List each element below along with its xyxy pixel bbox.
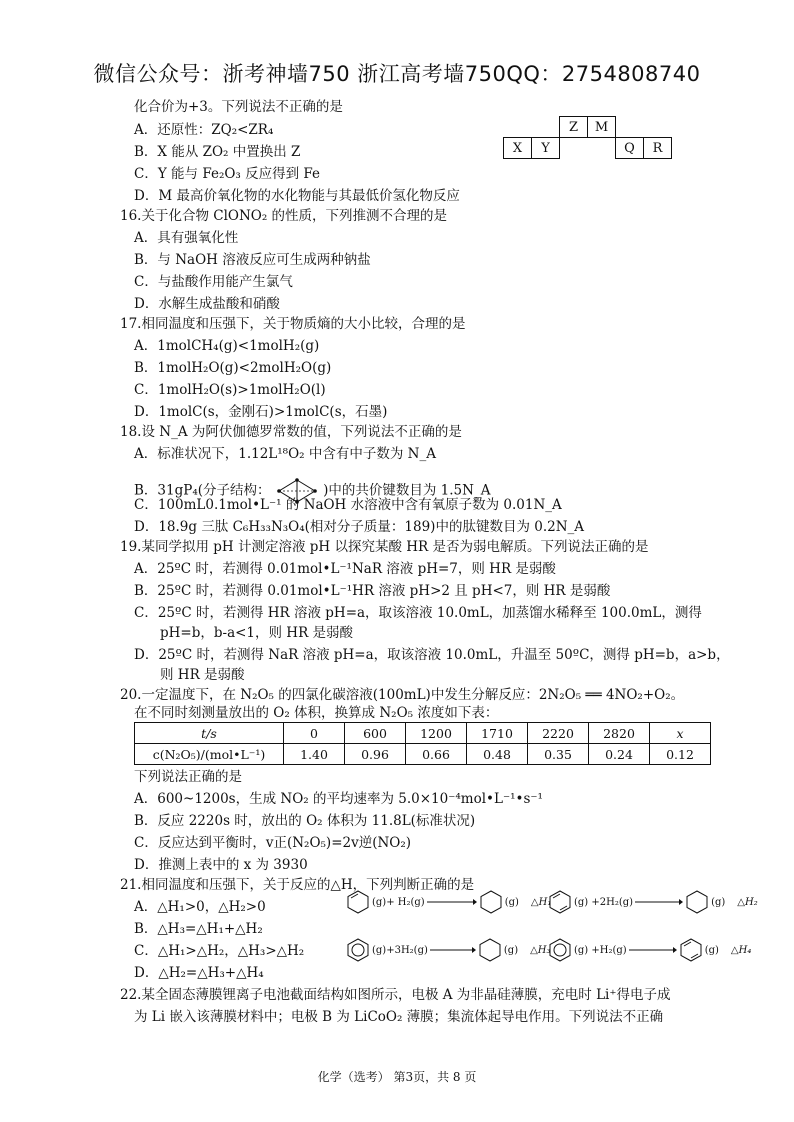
cell-z: Z: [560, 117, 588, 138]
arrow-icon: [430, 946, 476, 954]
q15-option-c: C．Y 能与 Fe₂O₃ 反应得到 Fe: [134, 166, 321, 182]
cyclohexadiene-icon: [548, 890, 572, 914]
periodic-table-fragment: [503, 116, 672, 159]
reaction-3-reactants: (g)+3H₂(g): [372, 944, 428, 956]
table-cell: 1200: [406, 723, 467, 744]
table-cell: 0.12: [650, 744, 711, 765]
q19-option-d-line1: D．25ºC 时，若测得 NaR 溶液 pH=a，取该溶液 10.0mL，升温至 50ºC，测得 pH=b，a>b，: [134, 647, 730, 663]
reaction-1-reactants: (g)+ H₂(g): [372, 896, 425, 908]
table-cell: 0.48: [467, 744, 528, 765]
cell-empty-2: [588, 138, 616, 159]
q18-option-c: C．100mL0.1mol•L⁻¹ 的 NaOH 水溶液中含有氧原子数为 0.01N_A: [134, 497, 562, 513]
q19-option-a: A．25ºC 时，若测得 0.01mol•L⁻¹NaR 溶液 pH=7，则 HR 是弱酸: [134, 561, 556, 577]
q20-option-a: A．600~1200s，生成 NO₂ 的平均速率为 5.0×10⁻⁴mol•L⁻¹•s⁻¹: [134, 791, 543, 807]
delta-h3-label: △H₃: [530, 944, 551, 956]
q20-stem-line1: 20.一定温度下，在 N₂O₅ 的四氯化碳溶液(100mL)中发生分解反应：2N₂O₅ ══ 4NO₂+O₂。: [120, 687, 685, 703]
cell-r: R: [644, 138, 672, 159]
q18-option-b-pre: B．31gP₄(分子结构：: [134, 482, 271, 499]
reaction-3-product-state: (g): [503, 944, 519, 956]
q16-option-a: A．具有强氧化性: [134, 230, 239, 246]
page-footer: 化学（选考） 第3页，共 8 页: [317, 1070, 477, 1084]
cyclohexane-icon: [685, 890, 709, 914]
q19-stem: 19.某同学拟用 pH 计测定溶液 pH 以探究某酸 HR 是否为弱电解质。下列说法正确的是: [120, 539, 649, 555]
reaction-2: [548, 890, 758, 914]
q21-option-b: B．△H₃=△H₁+△H₂: [134, 921, 263, 937]
q20-stem-line2: 在不同时刻测量放出的 O₂ 体积，换算成 N₂O₅ 浓度如下表：: [134, 705, 499, 721]
q16-option-d: D．水解生成盐酸和硝酸: [134, 296, 280, 312]
cyclohexadiene-icon: [679, 938, 703, 962]
benzene-icon: [548, 938, 572, 962]
q16-option-b: B．与 NaOH 溶液反应可生成两种钠盐: [134, 252, 371, 268]
reaction-4-product-state: (g): [704, 944, 719, 956]
cell-q: Q: [616, 138, 644, 159]
table-row: [135, 744, 711, 765]
q21-stem: 21.相同温度和压强下，关于反应的△H，下列判断正确的是: [120, 877, 475, 893]
table-cell: 1710: [467, 723, 528, 744]
arrow-icon: [629, 946, 677, 954]
table-cell: 2820: [589, 723, 650, 744]
table-cell: 0.24: [589, 744, 650, 765]
cell-y: Y: [532, 138, 560, 159]
q18-option-b-post: )中的共价键数目为 1.5N_A: [323, 482, 491, 499]
q18-stem: 18.设 N_A 为阿伏伽德罗常数的值，下列说法不正确的是: [120, 424, 462, 440]
delta-h4-label: △H₄: [730, 944, 752, 956]
reaction-3: [346, 938, 551, 962]
benzene-icon: [346, 938, 370, 962]
q19-option-c-line1: C．25ºC 时，若测得 HR 溶液 pH=a，取该溶液 10.0mL，加蒸馏水稀释至 100.0mL，测得: [134, 605, 702, 621]
q21-option-a: A．△H₁>0，△H₂>0: [134, 899, 266, 915]
page-header: 微信公众号：浙考神墙750 浙江高考墙750QQ：2754808740: [93, 62, 701, 86]
q19-option-b: B．25ºC 时，若测得 0.01mol•L⁻¹HR 溶液 pH>2 且 pH<7，则 HR 是弱酸: [134, 583, 611, 599]
q15-option-d: D．M 最高价氧化物的水化物能与其最低价氢化物反应: [134, 188, 460, 204]
q17-option-b: B．1molH₂O(g)<2molH₂O(g): [134, 360, 332, 376]
table-cell: 0.96: [345, 744, 406, 765]
reaction-2-reactants: (g) +2H₂(g): [574, 896, 634, 908]
q15-stem-tail: 化合价为+3。下列说法不正确的是: [134, 99, 343, 115]
concentration-table: [134, 722, 711, 765]
cyclohexene-icon: [346, 890, 370, 914]
q16-stem: 16.关于化合物 ClONO₂ 的性质，下列推测不合理的是: [120, 208, 448, 224]
table-header-time: t/s: [135, 723, 284, 744]
table-cell: 0.35: [528, 744, 589, 765]
q17-option-d: D．1molC(s，金刚石)>1molC(s，石墨): [134, 404, 388, 420]
q15-option-a: A．还原性：ZQ₂<ZR₄: [134, 122, 274, 138]
q22-stem-line2: 为 Li 嵌入该薄膜材料中；电极 B 为 LiCoO₂ 薄膜；集流体起导电作用。下列说法不正确: [134, 1009, 664, 1025]
table-cell: 2220: [528, 723, 589, 744]
delta-h2-label: △H₂: [737, 896, 758, 908]
reaction-4-reactants: (g) +H₂(g): [574, 944, 627, 956]
q19-option-d-line2: 则 HR 是弱酸: [160, 667, 245, 683]
cell-m: M: [588, 117, 616, 138]
table-cell: 1.40: [284, 744, 345, 765]
reaction-1: [346, 890, 551, 914]
cell-empty-1: [560, 138, 588, 159]
arrow-icon: [427, 898, 477, 906]
table-cell: x: [650, 723, 711, 744]
table-cell: 0.66: [406, 744, 467, 765]
q20-prompt: 下列说法正确的是: [134, 769, 242, 785]
table-cell: 0: [284, 723, 345, 744]
reaction-4: [548, 938, 751, 962]
q20-option-b: B．反应 2220s 时，放出的 O₂ 体积为 11.8L(标准状况): [134, 813, 476, 829]
q21-option-c: C．△H₁>△H₂，△H₃>△H₂: [134, 943, 305, 959]
cyclohexane-icon: [478, 938, 502, 962]
delta-h1-label: △H₁: [530, 896, 552, 908]
q20-option-c: C．反应达到平衡时，v正(N₂O₅)=2v逆(NO₂): [134, 835, 412, 851]
cyclohexane-icon: [479, 890, 503, 914]
arrow-icon: [635, 898, 683, 906]
table-header-concentration: c(N₂O₅)/(mol•L⁻¹): [135, 744, 284, 765]
cell-x: X: [504, 138, 532, 159]
q16-option-c: C．与盐酸作用能产生氯气: [134, 274, 293, 290]
q17-option-c: C．1molH₂O(s)>1molH₂O(l): [134, 382, 326, 398]
reaction-2-product-state: (g): [711, 896, 726, 908]
q18-option-a: A．标准状况下，1.12L¹⁸O₂ 中含有中子数为 N_A: [134, 446, 436, 462]
table-row: [135, 723, 711, 744]
q17-option-a: A．1molCH₄(g)<1molH₂(g): [134, 338, 320, 354]
q18-option-d: D．18.9g 三肽 C₆H₃₃N₃O₄(相对分子质量：189)中的肽键数目为 0.2N_A: [134, 519, 585, 535]
q15-option-b: B．X 能从 ZO₂ 中置换出 Z: [134, 144, 301, 160]
q19-option-c-line2: pH=b，b-a<1，则 HR 是弱酸: [160, 625, 354, 641]
q22-stem-line1: 22.某全固态薄膜锂离子电池截面结构如图所示，电极 A 为非晶硅薄膜，充电时 Li⁺得电子成: [120, 987, 671, 1003]
reaction-1-product-state: (g): [504, 896, 519, 908]
q21-option-d: D．△H₂=△H₃+△H₄: [134, 965, 264, 981]
q20-option-d: D．推测上表中的 x 为 3930: [134, 857, 308, 873]
q17-stem: 17.相同温度和压强下，关于物质熵的大小比较，合理的是: [120, 316, 466, 332]
table-cell: 600: [345, 723, 406, 744]
